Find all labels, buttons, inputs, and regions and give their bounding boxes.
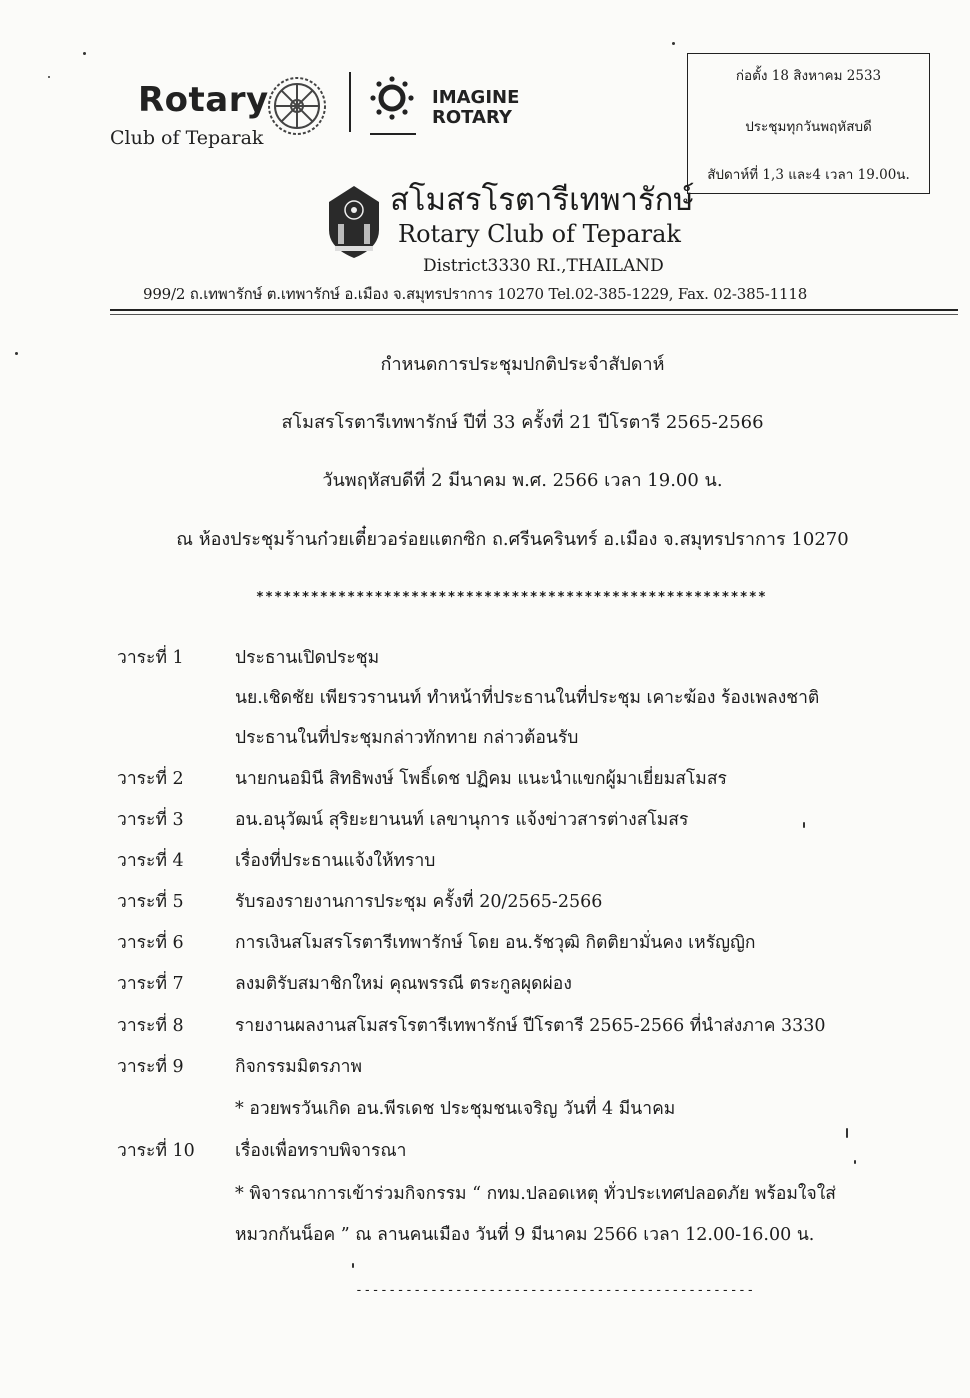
- district-label: District3330 RI.,THAILAND: [423, 256, 664, 276]
- meeting-date-line: วันพฤหัสบดีที่ 2 มีนาคม พ.ศ. 2566 เวลา 19.00 น.: [322, 470, 723, 491]
- imagine-rotary-icon: [366, 72, 418, 138]
- agenda-item-text: รับรองรายงานการประชุม ครั้งที่ 20/2565-2566: [235, 892, 603, 912]
- founded-date: ก่อตั้ง 18 สิงหาคม 2533: [735, 68, 882, 84]
- agenda-label: วาระที่ 4: [117, 851, 184, 871]
- imagine-rotary-label: [432, 88, 519, 128]
- agenda-label: วาระที่ 7: [117, 974, 184, 994]
- meeting-weeks-time: สัปดาห์ที่ 1,3 และ4 เวลา 19.00น.: [707, 167, 910, 183]
- club-address: 999/2 ถ.เทพารักษ์ ต.เทพารักษ์ อ.เมือง จ.สมุทรปราการ 10270 Tel.02-385-1229, Fax. 02-385-1118: [143, 285, 808, 303]
- logo-divider: [349, 72, 351, 132]
- header-rule: [110, 309, 958, 311]
- agenda-item-text: รายงานผลงานสโมสรโรตารีเทพารักษ์ ปีโรตารี 2565-2566 ที่นำส่งภาค 3330: [235, 1016, 826, 1036]
- footer-dashes: ------------------------------------------------: [355, 1283, 755, 1298]
- agenda-label: วาระที่ 3: [117, 810, 184, 830]
- agenda-item-text: กิจกรรมมิตรภาพ: [235, 1057, 362, 1077]
- agenda-label: วาระที่ 5: [117, 892, 184, 912]
- agenda-label: วาระที่ 9: [117, 1057, 184, 1077]
- agenda-label: วาระที่ 1: [117, 648, 184, 668]
- agenda-item-text: หมวกกันน็อค ” ณ ลานคนเมือง วันที่ 9 มีนาคม 2566 เวลา 12.00-16.00 น.: [235, 1225, 815, 1245]
- meeting-title: กำหนดการประชุมปกติประจำสัปดาห์: [380, 354, 665, 375]
- rotary-wheel-icon: [265, 68, 329, 144]
- meeting-place-line: ณ ห้องประชุมร้านก๋วยเตี๋ยวอร่อยแตกซิก ถ.ศรีนครินทร์ อ.เมือง จ.สมุทรปราการ 10270: [176, 529, 849, 550]
- agenda-item-text: นายกนอมินี สิทธิพงษ์ โพธิ์เดช ปฏิคม แนะนำแขกผู้มาเยี่ยมสโมสร: [235, 769, 727, 789]
- agenda-label: วาระที่ 10: [117, 1141, 195, 1161]
- agenda-item-text: เรื่องที่ประธานแจ้งให้ทราบ: [235, 851, 436, 871]
- rotary-line: ROTARY: [432, 107, 512, 128]
- club-name-thai: สโมสรโรตารีเทพารักษ์: [390, 182, 694, 218]
- agenda-item-text: ประธานเปิดประชุม: [235, 648, 380, 668]
- meeting-day: ประชุมทุกวันพฤหัสบดี: [745, 119, 872, 135]
- agenda-item-text: อน.อนุวัฒน์ สุริยะยานนท์ เลขานุการ แจ้งข่าวสารต่างสโมสร: [235, 810, 689, 830]
- header-rule-thin: [110, 314, 958, 315]
- imagine-line: IMAGINE: [432, 87, 520, 108]
- agenda-item-text: นย.เชิดชัย เพียรวรานนท์ ทำหน้าที่ประธานในที่ประชุม เคาะฆ้อง ร้องเพลงชาติ: [235, 688, 820, 708]
- agenda-item-text: ประธานในที่ประชุมกล่าวทักทาย กล่าวต้อนรับ: [235, 728, 579, 748]
- agenda-item-text: * พิจารณาการเข้าร่วมกิจกรรม “ กทม.ปลอดเหตุ ทั่วประเทศปลอดภัย พร้อมใจใส่: [235, 1184, 836, 1204]
- agenda-item-text: ลงมติรับสมาชิกใหม่ คุณพรรณี ตระกูลผุดผ่อง: [235, 974, 572, 994]
- rotary-wordmark: Rotary: [138, 80, 269, 120]
- agenda-label: วาระที่ 8: [117, 1016, 184, 1036]
- meeting-info-box: [687, 53, 930, 194]
- agenda-item-text: * อวยพรวันเกิด อน.พีรเดช ประชุมชนเจริญ วันที่ 4 มีนาคม: [235, 1099, 676, 1119]
- star-separator: ********************************************************: [256, 590, 768, 605]
- agenda-label: วาระที่ 2: [117, 769, 184, 789]
- club-of-teparak-label: Club of Teparak: [110, 127, 264, 149]
- agenda-label: วาระที่ 6: [117, 933, 184, 953]
- club-emblem-icon: [323, 184, 385, 260]
- club-name-english: Rotary Club of Teparak: [398, 220, 681, 248]
- agenda-item-text: การเงินสโมสรโรตารีเทพารักษ์ โดย อน.รัชวุฒิ กิตติยามั่นคง เหรัญญิก: [235, 933, 756, 953]
- agenda-item-text: เรื่องเพื่อทราบพิจารณา: [235, 1141, 407, 1161]
- meeting-club-line: สโมสรโรตารีเทพารักษ์ ปีที่ 33 ครั้งที่ 21 ปีโรตารี 2565-2566: [281, 412, 764, 433]
